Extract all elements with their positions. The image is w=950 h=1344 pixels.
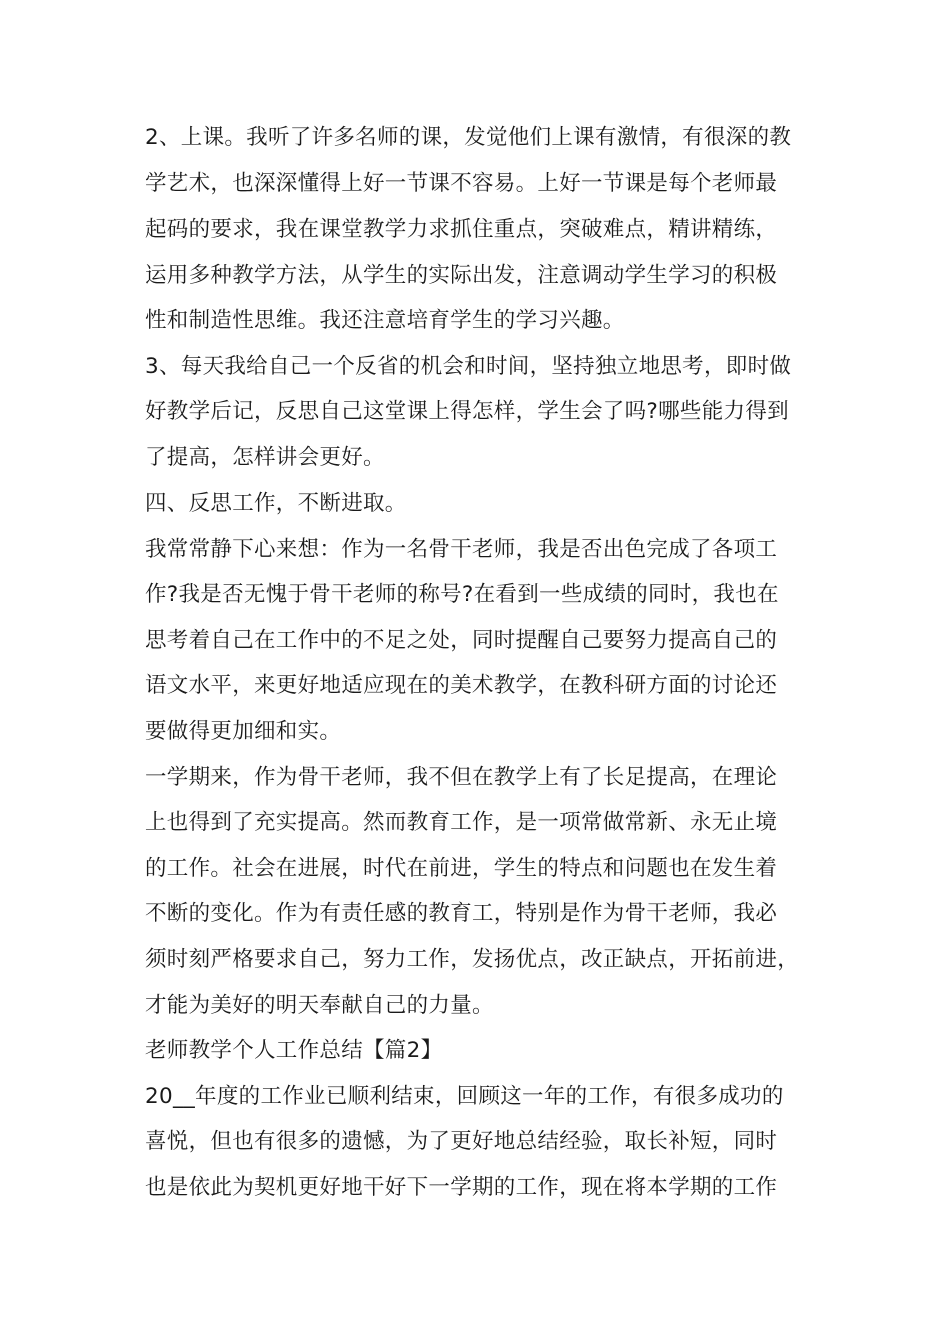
text-line: 性和制造性思维。我还注意培育学生的学习兴趣。 <box>145 308 625 333</box>
text-line: 好教学后记，反思自己这堂课上得怎样，学生会了吗?哪些能力得到 <box>145 399 789 424</box>
text-line: 喜悦，但也有很多的遗憾，为了更好地总结经验，取长补短，同时 <box>145 1129 778 1154</box>
text-line: 上也得到了充实提高。然而教育工作，是一项常做常新、永无止境 <box>145 810 778 835</box>
text-line: 也是依此为契机更好地干好下一学期的工作，现在将本学期的工作 <box>145 1175 778 1200</box>
text-line: 不断的变化。作为有责任感的教育工，特别是作为骨干老师，我必 <box>145 901 778 926</box>
text-line: 的工作。社会在进展，时代在前进，学生的特点和问题也在发生着 <box>145 856 778 881</box>
text-line: 学艺术，也深深懂得上好一节课不容易。上好一节课是每个老师最 <box>145 171 778 196</box>
text-line: 才能为美好的明天奉献自己的力量。 <box>145 993 494 1018</box>
text-line: 一学期来，作为骨干老师，我不但在教学上有了长足提高，在理论 <box>145 765 778 790</box>
text-line: 思考着自己在工作中的不足之处，同时提醒自己要努力提高自己的 <box>145 628 778 653</box>
text-line: 语文水平，来更好地适应现在的美术教学，在教科研方面的讨论还 <box>145 673 778 698</box>
text-line: 起码的要求，我在课堂教学力求抓住重点，突破难点，精讲精练， <box>145 217 778 242</box>
text-line: 20__年度的工作业已顺利结束，回顾这一年的工作，有很多成功的 <box>145 1084 784 1109</box>
text-line: 作?我是否无愧于骨干老师的称号?在看到一些成绩的同时，我也在 <box>145 582 779 607</box>
section-heading: 四、反思工作，不断进取。 <box>145 491 407 516</box>
text-line: 2、上课。我听了许多名师的课，发觉他们上课有激情，有很深的教 <box>145 125 792 150</box>
text-line: 我常常静下心来想：作为一名骨干老师，我是否出色完成了各项工 <box>145 537 778 562</box>
text-line: 运用多种教学方法，从学生的实际出发，注意调动学生学习的积极 <box>145 263 778 288</box>
text-line: 须时刻严格要求自己，努力工作，发扬优点，改正缺点，开拓前进， <box>145 947 800 972</box>
article-title: 老师教学个人工作总结【篇2】 <box>145 1038 443 1063</box>
text-line: 了提高，怎样讲会更好。 <box>145 445 385 470</box>
text-line: 要做得更加细和实。 <box>145 719 342 744</box>
text-line: 3、每天我给自己一个反省的机会和时间，坚持独立地思考，即时做 <box>145 354 792 379</box>
